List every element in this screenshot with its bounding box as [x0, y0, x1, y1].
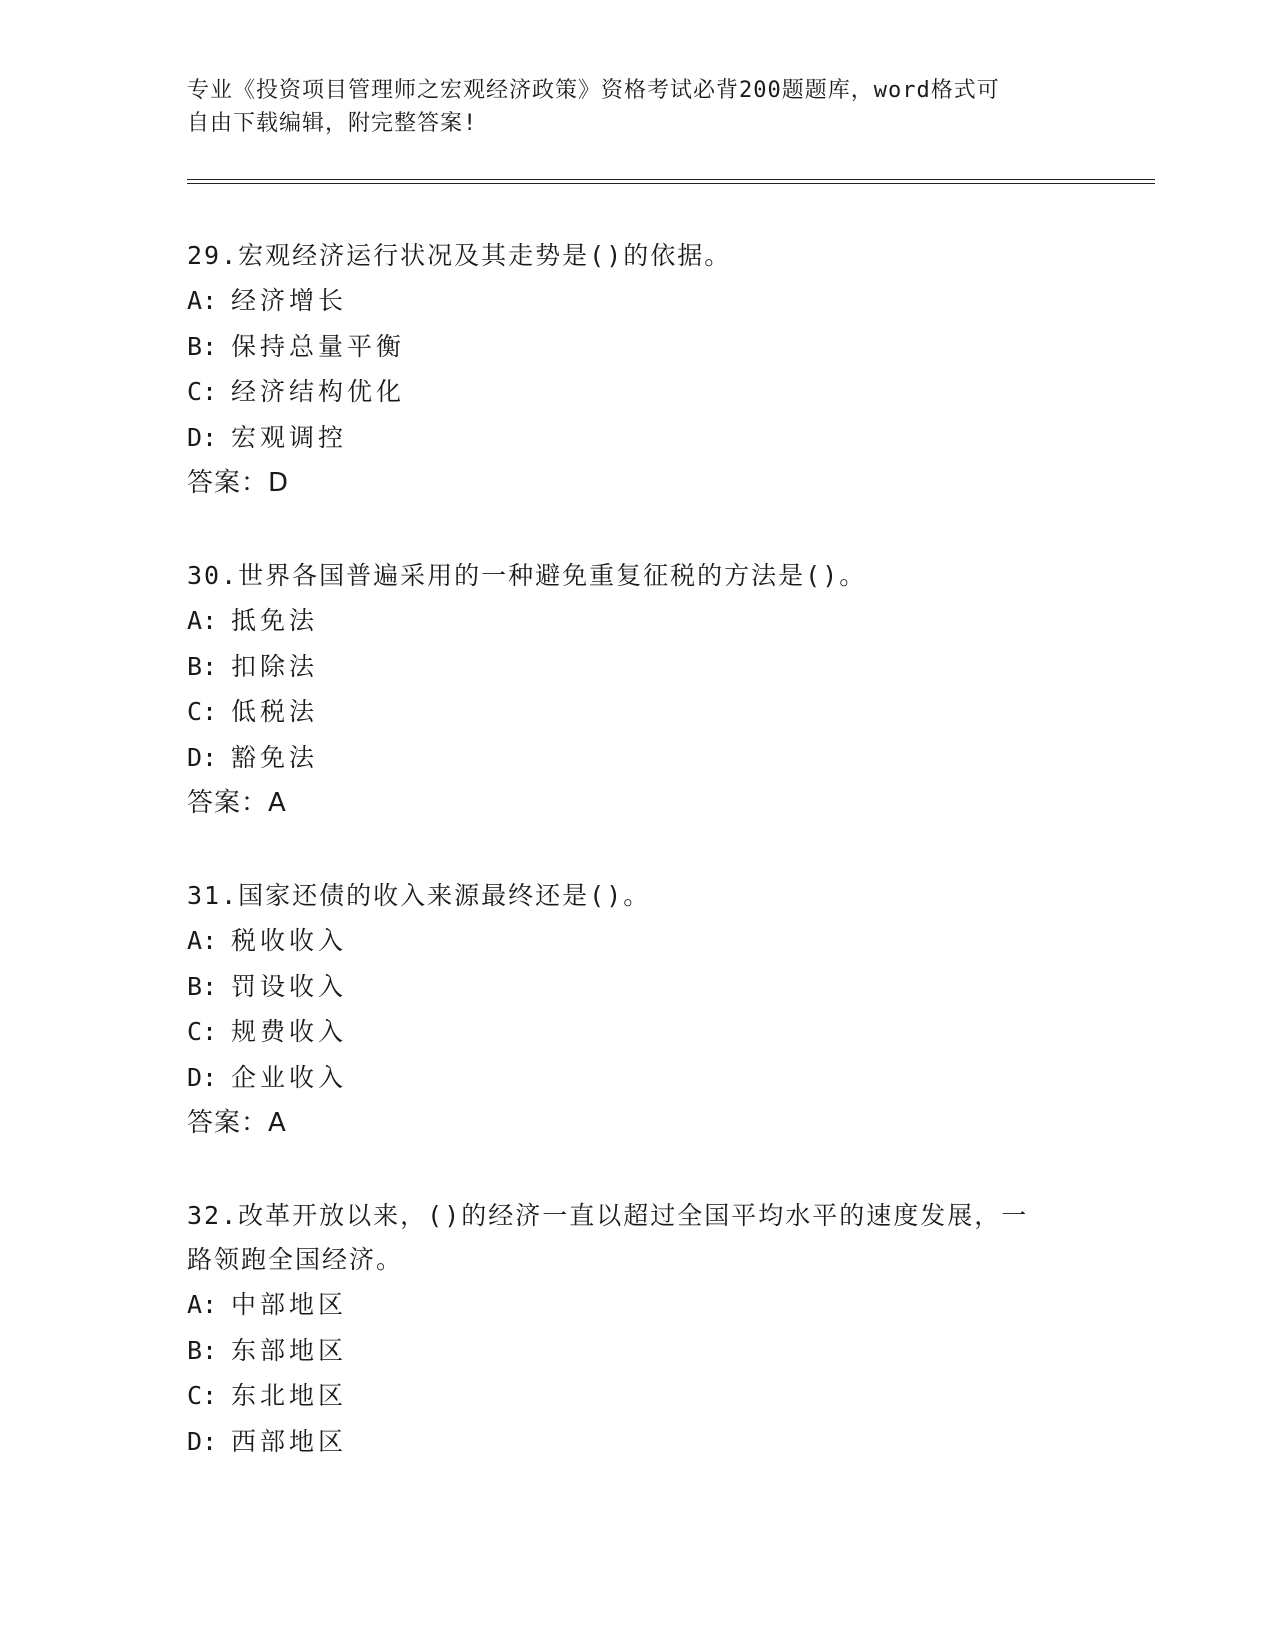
option-letter: C: — [187, 1381, 218, 1410]
header-line-2: 自由下载编辑，附完整答案! — [187, 111, 478, 136]
question-31 — [187, 874, 1087, 1146]
option-letter: A: — [187, 1290, 218, 1319]
option-text: 东北地区 — [231, 1381, 348, 1410]
option-letter: D: — [187, 422, 218, 452]
question-stem-line-2: 路领跑全国经济。 — [187, 1245, 404, 1274]
option-b — [187, 1328, 1087, 1374]
option-text: 税收收入 — [231, 926, 348, 955]
option-text: 西部地区 — [231, 1426, 348, 1456]
option-a — [187, 1282, 1087, 1328]
option-text: 中部地区 — [231, 1290, 348, 1319]
option-c — [187, 1373, 1087, 1419]
option-c — [187, 689, 1087, 735]
question-stem: 30.世界各国普遍采用的一种避免重复征税的方法是()。 — [187, 561, 867, 590]
option-d — [187, 1055, 1087, 1101]
option-d — [187, 735, 1087, 781]
option-letter: D: — [187, 1062, 218, 1092]
option-text: 经济结构优化 — [231, 377, 406, 406]
option-d — [187, 1419, 1087, 1465]
option-letter: C: — [187, 697, 218, 726]
option-letter: C: — [187, 1017, 218, 1046]
document-header — [187, 74, 1087, 140]
option-letter: B: — [187, 1335, 218, 1365]
option-d — [187, 415, 1087, 461]
option-letter: A: — [187, 286, 218, 315]
option-text: 经济增长 — [231, 286, 348, 315]
option-a — [187, 918, 1087, 964]
option-text: 扣除法 — [231, 651, 319, 681]
answer-text: 答案：A — [187, 788, 287, 818]
option-letter: D: — [187, 742, 218, 772]
option-text: 罚设收入 — [231, 971, 348, 1001]
option-c — [187, 369, 1087, 415]
option-letter: B: — [187, 331, 218, 361]
question-30 — [187, 554, 1087, 826]
option-b — [187, 324, 1087, 370]
option-text: 保持总量平衡 — [231, 331, 406, 361]
header-divider-bottom — [187, 183, 1155, 184]
option-a — [187, 598, 1087, 644]
option-letter: B: — [187, 971, 218, 1001]
header-divider-top — [187, 179, 1155, 180]
answer-text: 答案：D — [187, 468, 290, 498]
option-text: 豁免法 — [231, 742, 319, 772]
option-text: 规费收入 — [231, 1017, 348, 1046]
option-b — [187, 964, 1087, 1010]
header-line-1: 专业《投资项目管理师之宏观经济政策》资格考试必背200题题库，word格式可 — [187, 78, 1000, 103]
question-stem: 31.国家还债的收入来源最终还是()。 — [187, 881, 651, 910]
option-text: 东部地区 — [231, 1335, 348, 1365]
option-letter: A: — [187, 926, 218, 955]
answer-text: 答案：A — [187, 1108, 287, 1138]
option-text: 企业收入 — [231, 1062, 348, 1092]
option-letter: B: — [187, 651, 218, 681]
option-c — [187, 1009, 1087, 1055]
question-29 — [187, 234, 1087, 506]
option-a — [187, 278, 1087, 324]
question-stem-line-1: 32.改革开放以来，()的经济一直以超过全国平均水平的速度发展，一 — [187, 1201, 1029, 1230]
option-text: 抵免法 — [231, 606, 319, 635]
option-text: 宏观调控 — [231, 422, 348, 452]
option-letter: C: — [187, 377, 218, 406]
question-32 — [187, 1194, 1087, 1464]
option-text: 低税法 — [231, 697, 319, 726]
option-b — [187, 644, 1087, 690]
question-stem: 29.宏观经济运行状况及其走势是()的依据。 — [187, 241, 732, 270]
option-letter: A: — [187, 606, 218, 635]
option-letter: D: — [187, 1426, 218, 1456]
